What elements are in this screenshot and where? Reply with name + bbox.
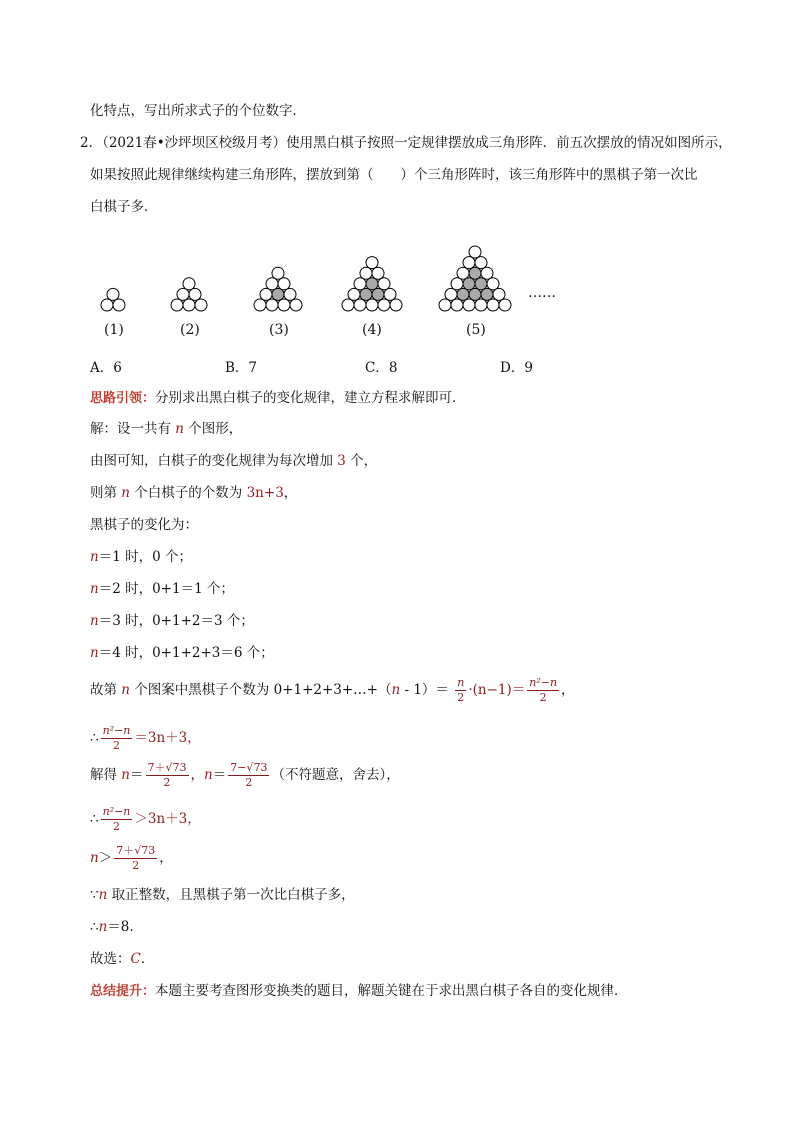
black-count-row-4: n＝4 时，0+1+2+3＝6 个； <box>90 645 274 661</box>
white-piece <box>354 278 366 290</box>
white-piece <box>499 299 511 311</box>
roots-line: 解得 n＝ $\frac{7+√73}{2}$ ，n＝ $\frac{7-√73}{2}$ （不符题意，舍去）， <box>90 761 400 789</box>
problem-source: （2021春•沙坪坝区校级月考） <box>102 135 287 151</box>
black-piece <box>463 278 475 290</box>
fraction: $\frac{7+√73}{2}$ <box>116 844 156 872</box>
white-piece <box>475 299 487 311</box>
equation-line: ∴ $\frac{\text{n²−n}}{2}$ ＝3n＋3， <box>90 724 201 752</box>
n-bound-line: n＞ $\frac{7+√73}{2}$ ， <box>90 844 173 872</box>
black-piece <box>457 288 469 300</box>
black-piece <box>360 288 372 300</box>
white-piece <box>266 278 278 290</box>
white-piece <box>481 267 493 279</box>
summary-label: 总结提升： <box>90 984 156 999</box>
fraction: $\frac{7+√73}{2}$ <box>147 761 187 789</box>
fraction: $\frac{\text{n²−n}}{2}$ <box>102 805 131 833</box>
choice-c: C．8 <box>365 360 398 376</box>
white-piece <box>439 299 451 311</box>
white-piece <box>378 299 390 311</box>
problem-line-1 <box>80 133 732 153</box>
white-piece <box>342 299 354 311</box>
white-piece <box>107 288 119 300</box>
choice-d: D．9 <box>500 360 533 376</box>
figure-label-2: (2) <box>180 322 200 338</box>
white-piece <box>475 257 487 269</box>
white-piece <box>278 299 290 311</box>
previous-problem-tail: 化特点，写出所求式子的个位数字． <box>90 103 306 119</box>
solution-line-1: 解：设一共有 n 个图形， <box>90 421 243 437</box>
solution-line-2: 由图可知，白棋子的变化规律为每次增加 3 个， <box>90 453 378 469</box>
white-piece <box>171 299 183 311</box>
fraction: $\frac{7-√73}{2}$ <box>230 761 268 789</box>
choice-b: B．7 <box>225 360 258 376</box>
figure-label-3: (3) <box>269 322 289 338</box>
white-piece <box>254 299 266 311</box>
white-piece <box>451 278 463 290</box>
white-piece <box>463 299 475 311</box>
hint-label: 思路引领： <box>90 391 156 406</box>
problem-line-2: 如果按照此规律继续构建三角形阵，摆放到第（ ）个三角形阵时，该三角形阵中的黑棋子第一次比 <box>90 167 698 183</box>
fraction: $\frac{\text{n²−n}}{2}$ <box>529 676 558 704</box>
integer-condition-line: ∵n 取正整数，且黑棋子第一次比白棋子多， <box>90 887 355 903</box>
figure-label-1: (1) <box>104 322 124 338</box>
summary-text: 本题主要考查图形变换类的题目，解题关键在于求出黑白棋子各自的变化规律． <box>155 983 628 999</box>
black-piece <box>272 288 284 300</box>
general-formula-line: 故第 n 个图案中黑棋子个数为 0+1+2+3+…+（n - 1）＝ $\frac{n}{2}$ ·(n−1)＝ $\frac{\text{n²−n}}{2}$ ， <box>90 676 575 704</box>
problem-text-1: 使用黑白棋子按照一定规律摆放成三角形阵．前五次摆放的情况如图所示， <box>286 135 732 151</box>
white-piece <box>183 299 195 311</box>
white-piece <box>266 299 278 311</box>
fraction: $\frac{\text{n²−n}}{2}$ <box>102 724 131 752</box>
answer-line: 故选：C． <box>90 951 155 967</box>
white-piece <box>113 299 125 311</box>
white-piece <box>348 288 360 300</box>
black-piece <box>469 288 481 300</box>
solution-line-4: 黑棋子的变化为： <box>90 517 198 533</box>
result-line: ∴n＝8． <box>90 919 143 935</box>
white-piece <box>272 267 284 279</box>
summary-line <box>90 981 628 1002</box>
black-piece <box>475 278 487 290</box>
white-piece <box>101 299 113 311</box>
white-piece <box>384 288 396 300</box>
white-piece <box>469 246 481 258</box>
white-piece <box>463 257 475 269</box>
white-piece <box>366 257 378 269</box>
white-piece <box>487 278 499 290</box>
black-piece <box>469 267 481 279</box>
white-piece <box>445 288 457 300</box>
black-piece <box>372 288 384 300</box>
choice-a: A．6 <box>90 360 122 376</box>
white-piece <box>493 288 505 300</box>
figure-ellipsis: …… <box>528 285 556 301</box>
black-count-row-1: n＝1 时，0 个； <box>90 549 192 565</box>
white-piece <box>366 299 378 311</box>
solution-line-3: 则第 n 个白棋子的个数为 3n+3， <box>90 485 298 501</box>
white-piece <box>278 278 290 290</box>
white-piece <box>260 288 272 300</box>
white-piece <box>378 278 390 290</box>
white-piece <box>457 267 469 279</box>
white-piece <box>290 299 302 311</box>
black-count-row-2: n＝2 时，0+1＝1 个； <box>90 581 234 597</box>
white-piece <box>487 299 499 311</box>
white-piece <box>354 299 366 311</box>
black-piece <box>366 278 378 290</box>
white-piece <box>284 288 296 300</box>
white-piece <box>195 299 207 311</box>
white-piece <box>183 278 195 290</box>
inequality-line: ∴ $\frac{\text{n²−n}}{2}$ ＞3n＋3， <box>90 805 201 833</box>
problem-number: 2． <box>80 135 103 151</box>
black-piece <box>481 288 493 300</box>
figure-label-5: (5) <box>466 322 486 338</box>
hint-text: 分别求出黑白棋子的变化规律，建立方程求解即可． <box>155 390 466 406</box>
black-count-row-3: n＝3 时，0+1+2＝3 个； <box>90 613 254 629</box>
white-piece <box>360 267 372 279</box>
white-piece <box>372 267 384 279</box>
hint-line <box>90 388 466 409</box>
figure-label-4: (4) <box>362 322 382 338</box>
white-piece <box>189 288 201 300</box>
fraction: $\frac{n}{2}$ <box>457 676 465 704</box>
white-piece <box>390 299 402 311</box>
problem-line-3: 白棋子多． <box>90 199 158 215</box>
white-piece <box>451 299 463 311</box>
white-piece <box>177 288 189 300</box>
